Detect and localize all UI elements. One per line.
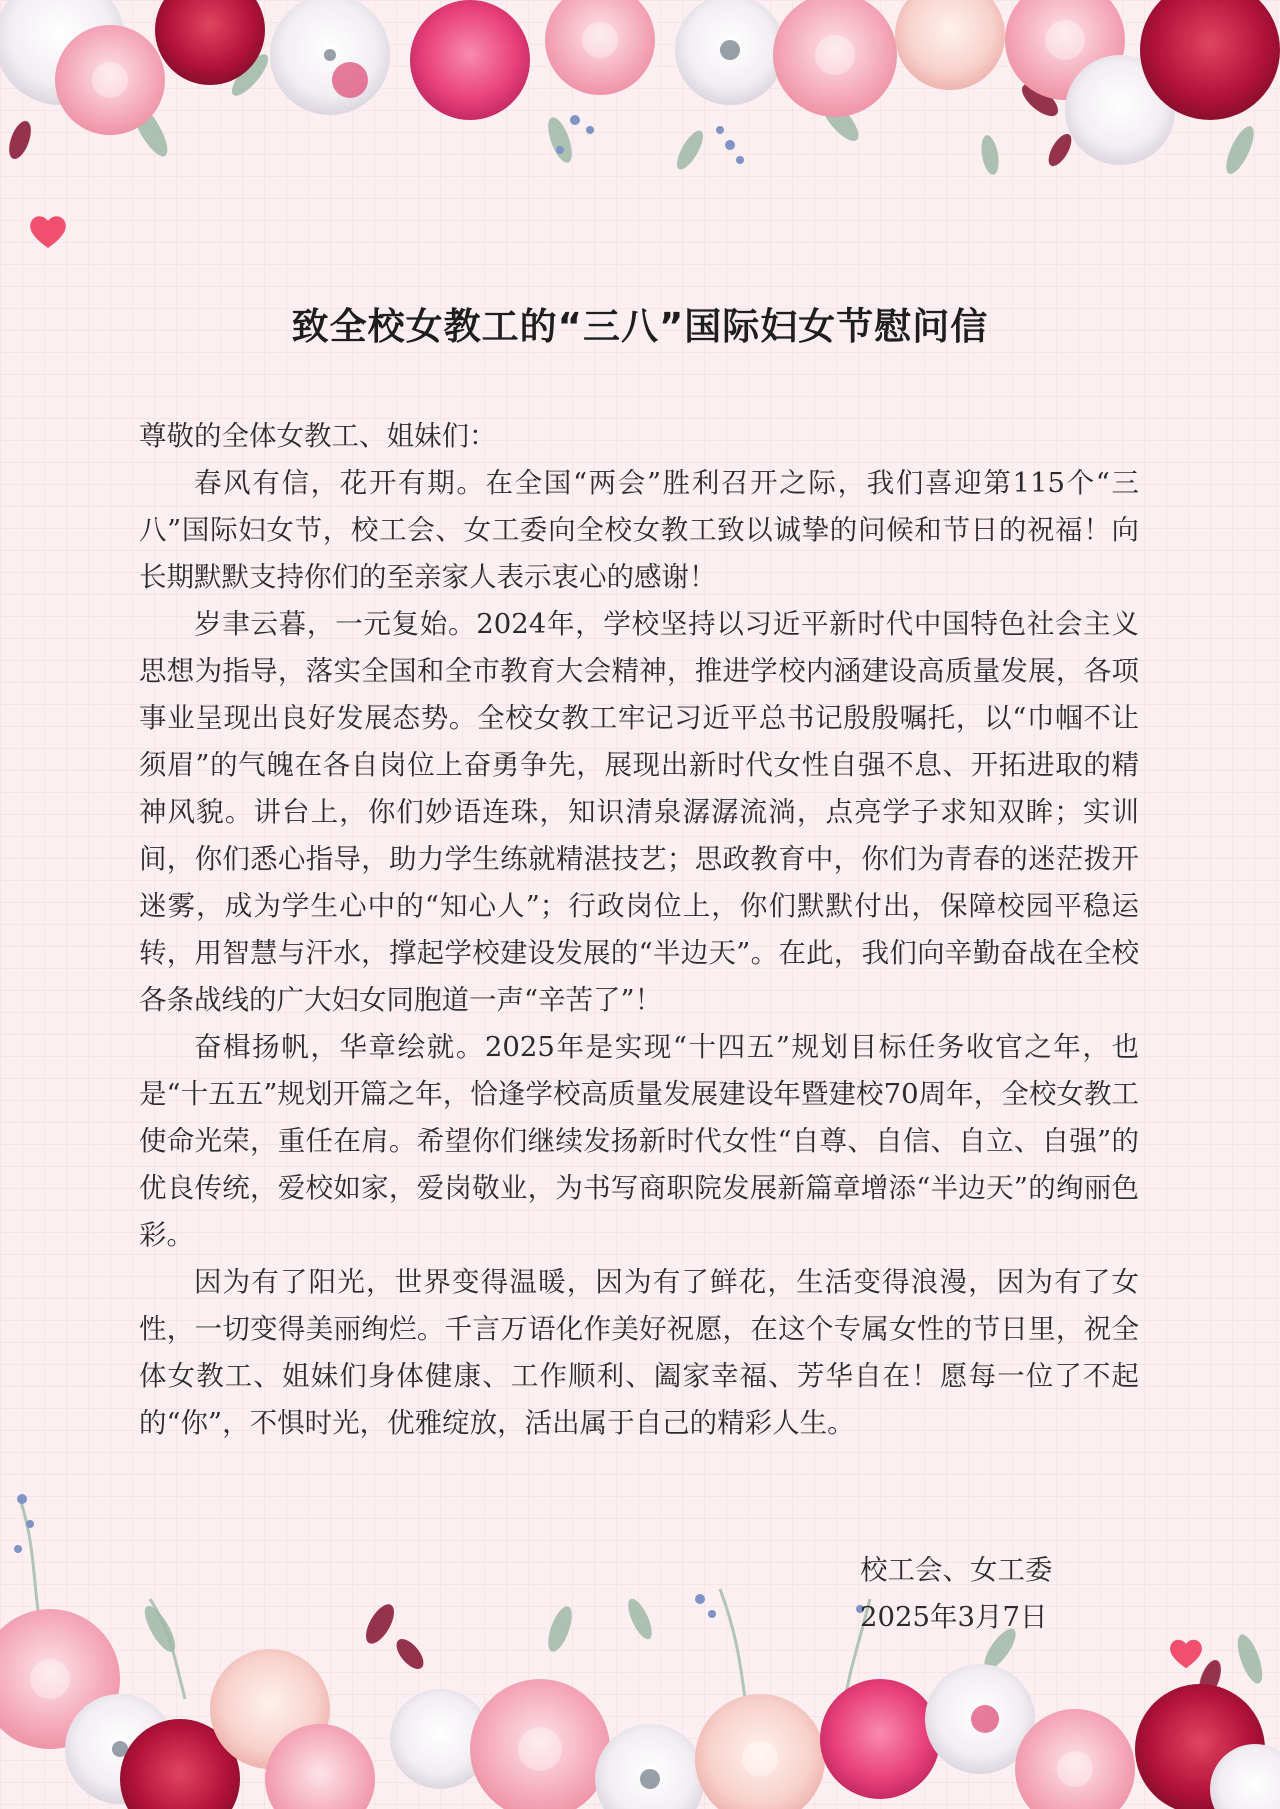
page-title: 致全校女教工的“三八”国际妇女节慰问信	[291, 305, 989, 348]
signature-date: 2025年3月7日	[860, 1601, 1048, 1633]
heart-icon	[28, 212, 68, 250]
paragraph: 因为有了阳光，世界变得温暖，因为有了鲜花，生活变得浪漫，因为有了女性，一切变得美丽绚烂。千言万语化作美好祝愿，在这个专属女性的节日里，祝全体女教工、姐妹们身体健康、工作顺利、阖家幸福、芳华自在！愿每一位了不起的“你”，不惧时光，优雅绽放，活出属于自己的精彩人生。	[139, 1266, 1139, 1439]
signature-sender: 校工会、女工委	[860, 1554, 1053, 1586]
floral-border-top	[0, 0, 1280, 190]
paragraph: 奋楫扬帆，华章绘就。2025年是实现“十四五”规划目标任务收官之年，也是“十五五”规划开篇之年，恰逢学校高质量发展建设年暨建校70周年，全校女教工使命光荣，重任在肩。希望你们继续发扬新时代女性“自尊、自信、自立、自强”的优良传统，爱校如家，爱岗敬业，为书写商职院发展新篇章增添“半边天”的绚丽色彩。	[139, 1031, 1139, 1251]
floral-border-bottom	[0, 1479, 1280, 1809]
letter-body	[139, 413, 1139, 1447]
salutation: 尊敬的全体女教工、姐妹们：	[139, 420, 497, 452]
heart-icon	[1168, 1636, 1204, 1670]
paragraph: 岁聿云暮，一元复始。2024年，学校坚持以习近平新时代中国特色社会主义思想为指导，落实全国和全市教育大会精神，推进学校内涵建设高质量发展，各项事业呈现出良好发展态势。全校女教工牢记习近平总书记殷殷嘱托，以“巾帼不让须眉”的气魄在各自岗位上奋勇争先，展现出新时代女性自强不息、开拓进取的精神风貌。讲台上，你们妙语连珠，知识清泉潺潺流淌，点亮学子求知双眸；实训间，你们悉心指导，助力学生练就精湛技艺；思政教育中，你们为青春的迷茫拨开迷雾，成为学生心中的“知心人”；行政岗位上，你们默默付出，保障校园平稳运转，用智慧与汗水，撑起学校建设发展的“半边天”。在此，我们向辛勤奋战在全校各条战线的广大妇女同胞道一声“辛苦了”！	[139, 608, 1139, 1016]
signature-block	[860, 1547, 1120, 1641]
paragraph: 春风有信，花开有期。在全国“两会”胜利召开之际，我们喜迎第115个“三八”国际妇女节，校工会、女工委向全校女教工致以诚挚的问候和节日的祝福！向长期默默支持你们的至亲家人表示衷心的感谢！	[139, 467, 1139, 593]
